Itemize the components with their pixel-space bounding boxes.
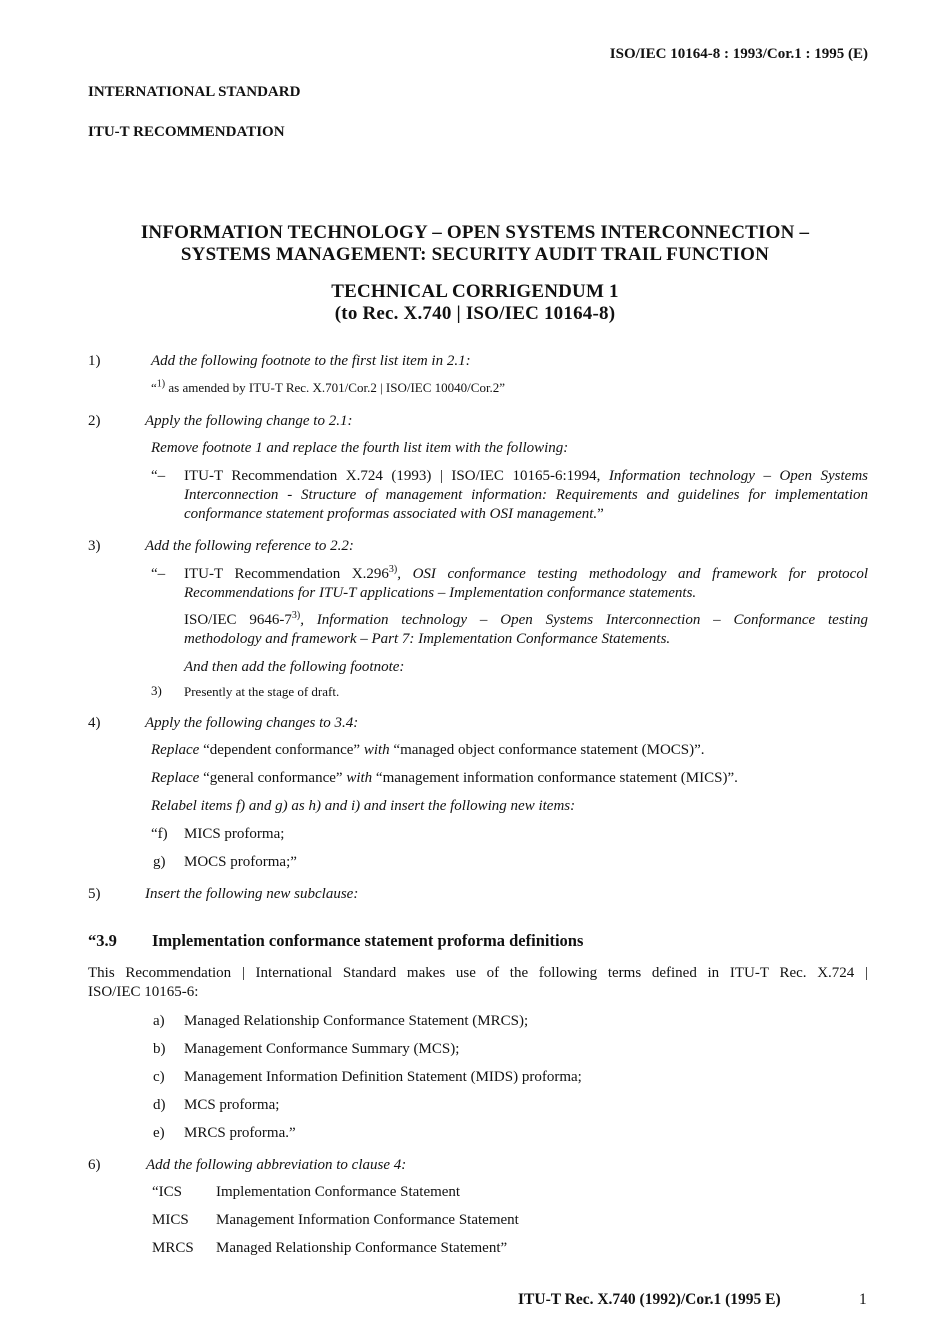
item-instruction-detail: And then add the following footnote:: [184, 659, 405, 675]
abbreviation-expansion: Management Information Conformance Statement: [216, 1212, 519, 1228]
reference-line: ITU-T Recommendation X.724 (1993) | ISO/IEC 10165-6:1994, Information technology – Open Systems: [184, 468, 868, 484]
item-number: 6): [88, 1157, 101, 1173]
list-item: Managed Relationship Conformance Statement (MRCS);: [184, 1013, 529, 1029]
list-item: Management Conformance Summary (MCS);: [184, 1041, 460, 1057]
itu-recommendation-label: ITU-T RECOMMENDATION: [88, 124, 285, 140]
item-instruction: Apply the following change to 2.1:: [145, 413, 353, 429]
paragraph-line: This Recommendation | International Standard makes use of the following terms defined in ITU-T Rec. X.724 |: [88, 965, 868, 981]
reference-line: methodology and framework – Part 7: Implementation Conformance Statements.: [184, 631, 671, 647]
replace-instruction: Replace “general conformance” with “management information conformance statement (MICS)”.: [151, 770, 738, 786]
subclause-number: “3.9: [88, 931, 117, 950]
list-item: Management Information Definition Statement (MIDS) proforma;: [184, 1069, 582, 1085]
reference-line: conformance statement proformas associated with OSI management.”: [184, 506, 604, 522]
item-instruction: Add the following reference to 2.2:: [145, 538, 354, 554]
reference-line: Recommendations for ITU-T applications – Implementation conformance statements.: [184, 585, 697, 601]
title-line-1: INFORMATION TECHNOLOGY – OPEN SYSTEMS INTERCONNECTION –: [140, 222, 810, 243]
list-item: MRCS proforma.”: [184, 1125, 296, 1141]
list-label: d): [153, 1097, 166, 1113]
reference-line: Interconnection - Structure of management information: Requirements and guidelines for implementation: [184, 487, 868, 503]
abbreviation: “ICS: [152, 1184, 182, 1200]
list-label: “f): [151, 826, 168, 842]
item-instruction: Add the following abbreviation to clause 4:: [146, 1157, 407, 1173]
item-number: 1): [88, 353, 101, 369]
footnote-text: “$^{1)}$ as amended by ITU-T Rec. X.701/Cor.2 | ISO/IEC 10040/Cor.2”: [151, 378, 506, 395]
footer-doc-ref: ITU-T Rec. X.740 (1992)/Cor.1 (1995 E): [518, 1291, 781, 1308]
footnote-text: Presently at the stage of draft.: [184, 684, 340, 699]
list-dash: “–: [151, 468, 166, 484]
abbreviation-expansion: Implementation Conformance Statement: [216, 1184, 461, 1200]
item-number: 2): [88, 413, 101, 429]
list-label: g): [153, 854, 166, 870]
item-number: 5): [88, 886, 101, 902]
list-label: a): [153, 1013, 165, 1029]
list-label: c): [153, 1069, 165, 1085]
header-doc-ref: ISO/IEC 10164-8 : 1993/Cor.1 : 1995 (E): [609, 46, 868, 62]
abbreviation: MICS: [152, 1212, 189, 1228]
item-instruction-detail: Relabel items f) and g) as h) and i) and insert the following new items:: [151, 798, 576, 814]
list-item: MICS proforma;: [184, 826, 285, 842]
corrigendum-reference: (to Rec. X.740 | ISO/IEC 10164-8): [334, 303, 616, 324]
list-item: MCS proforma;: [184, 1097, 280, 1113]
paragraph-line: ISO/IEC 10165-6:: [88, 984, 199, 1000]
item-number: 3): [88, 538, 101, 554]
abbreviation: MRCS: [152, 1240, 194, 1256]
item-instruction: Add the following footnote to the first list item in 2.1:: [151, 353, 471, 369]
list-item: MOCS proforma;”: [184, 854, 297, 870]
list-label: b): [153, 1041, 166, 1057]
list-dash: “–: [151, 566, 166, 582]
corrigendum-title: TECHNICAL CORRIGENDUM 1: [331, 281, 619, 302]
replace-instruction: Replace “dependent conformance” with “managed object conformance statement (MOCS)”.: [151, 742, 705, 758]
international-standard-label: INTERNATIONAL STANDARD: [88, 84, 301, 100]
reference-line: ISO/IEC 9646-7$^{3)}$, Information technology – Open Systems Interconnection – Conformance testing: [184, 610, 868, 628]
title-line-2: SYSTEMS MANAGEMENT: SECURITY AUDIT TRAIL FUNCTION: [180, 244, 770, 265]
item-instruction: Insert the following new subclause:: [145, 886, 359, 902]
footnote-marker: 3): [151, 683, 162, 698]
item-instruction: Apply the following changes to 3.4:: [145, 715, 359, 731]
list-label: e): [153, 1125, 165, 1141]
abbreviation-expansion: Managed Relationship Conformance Statement”: [216, 1240, 508, 1256]
item-instruction-detail: Remove footnote 1 and replace the fourth list item with the following:: [151, 440, 569, 456]
subclause-heading: Implementation conformance statement proforma definitions: [152, 931, 584, 950]
reference-line: ITU-T Recommendation X.296$^{3)}$, OSI conformance testing methodology and framework for protocol: [184, 564, 868, 582]
page-number: 1: [859, 1291, 867, 1308]
item-number: 4): [88, 715, 101, 731]
